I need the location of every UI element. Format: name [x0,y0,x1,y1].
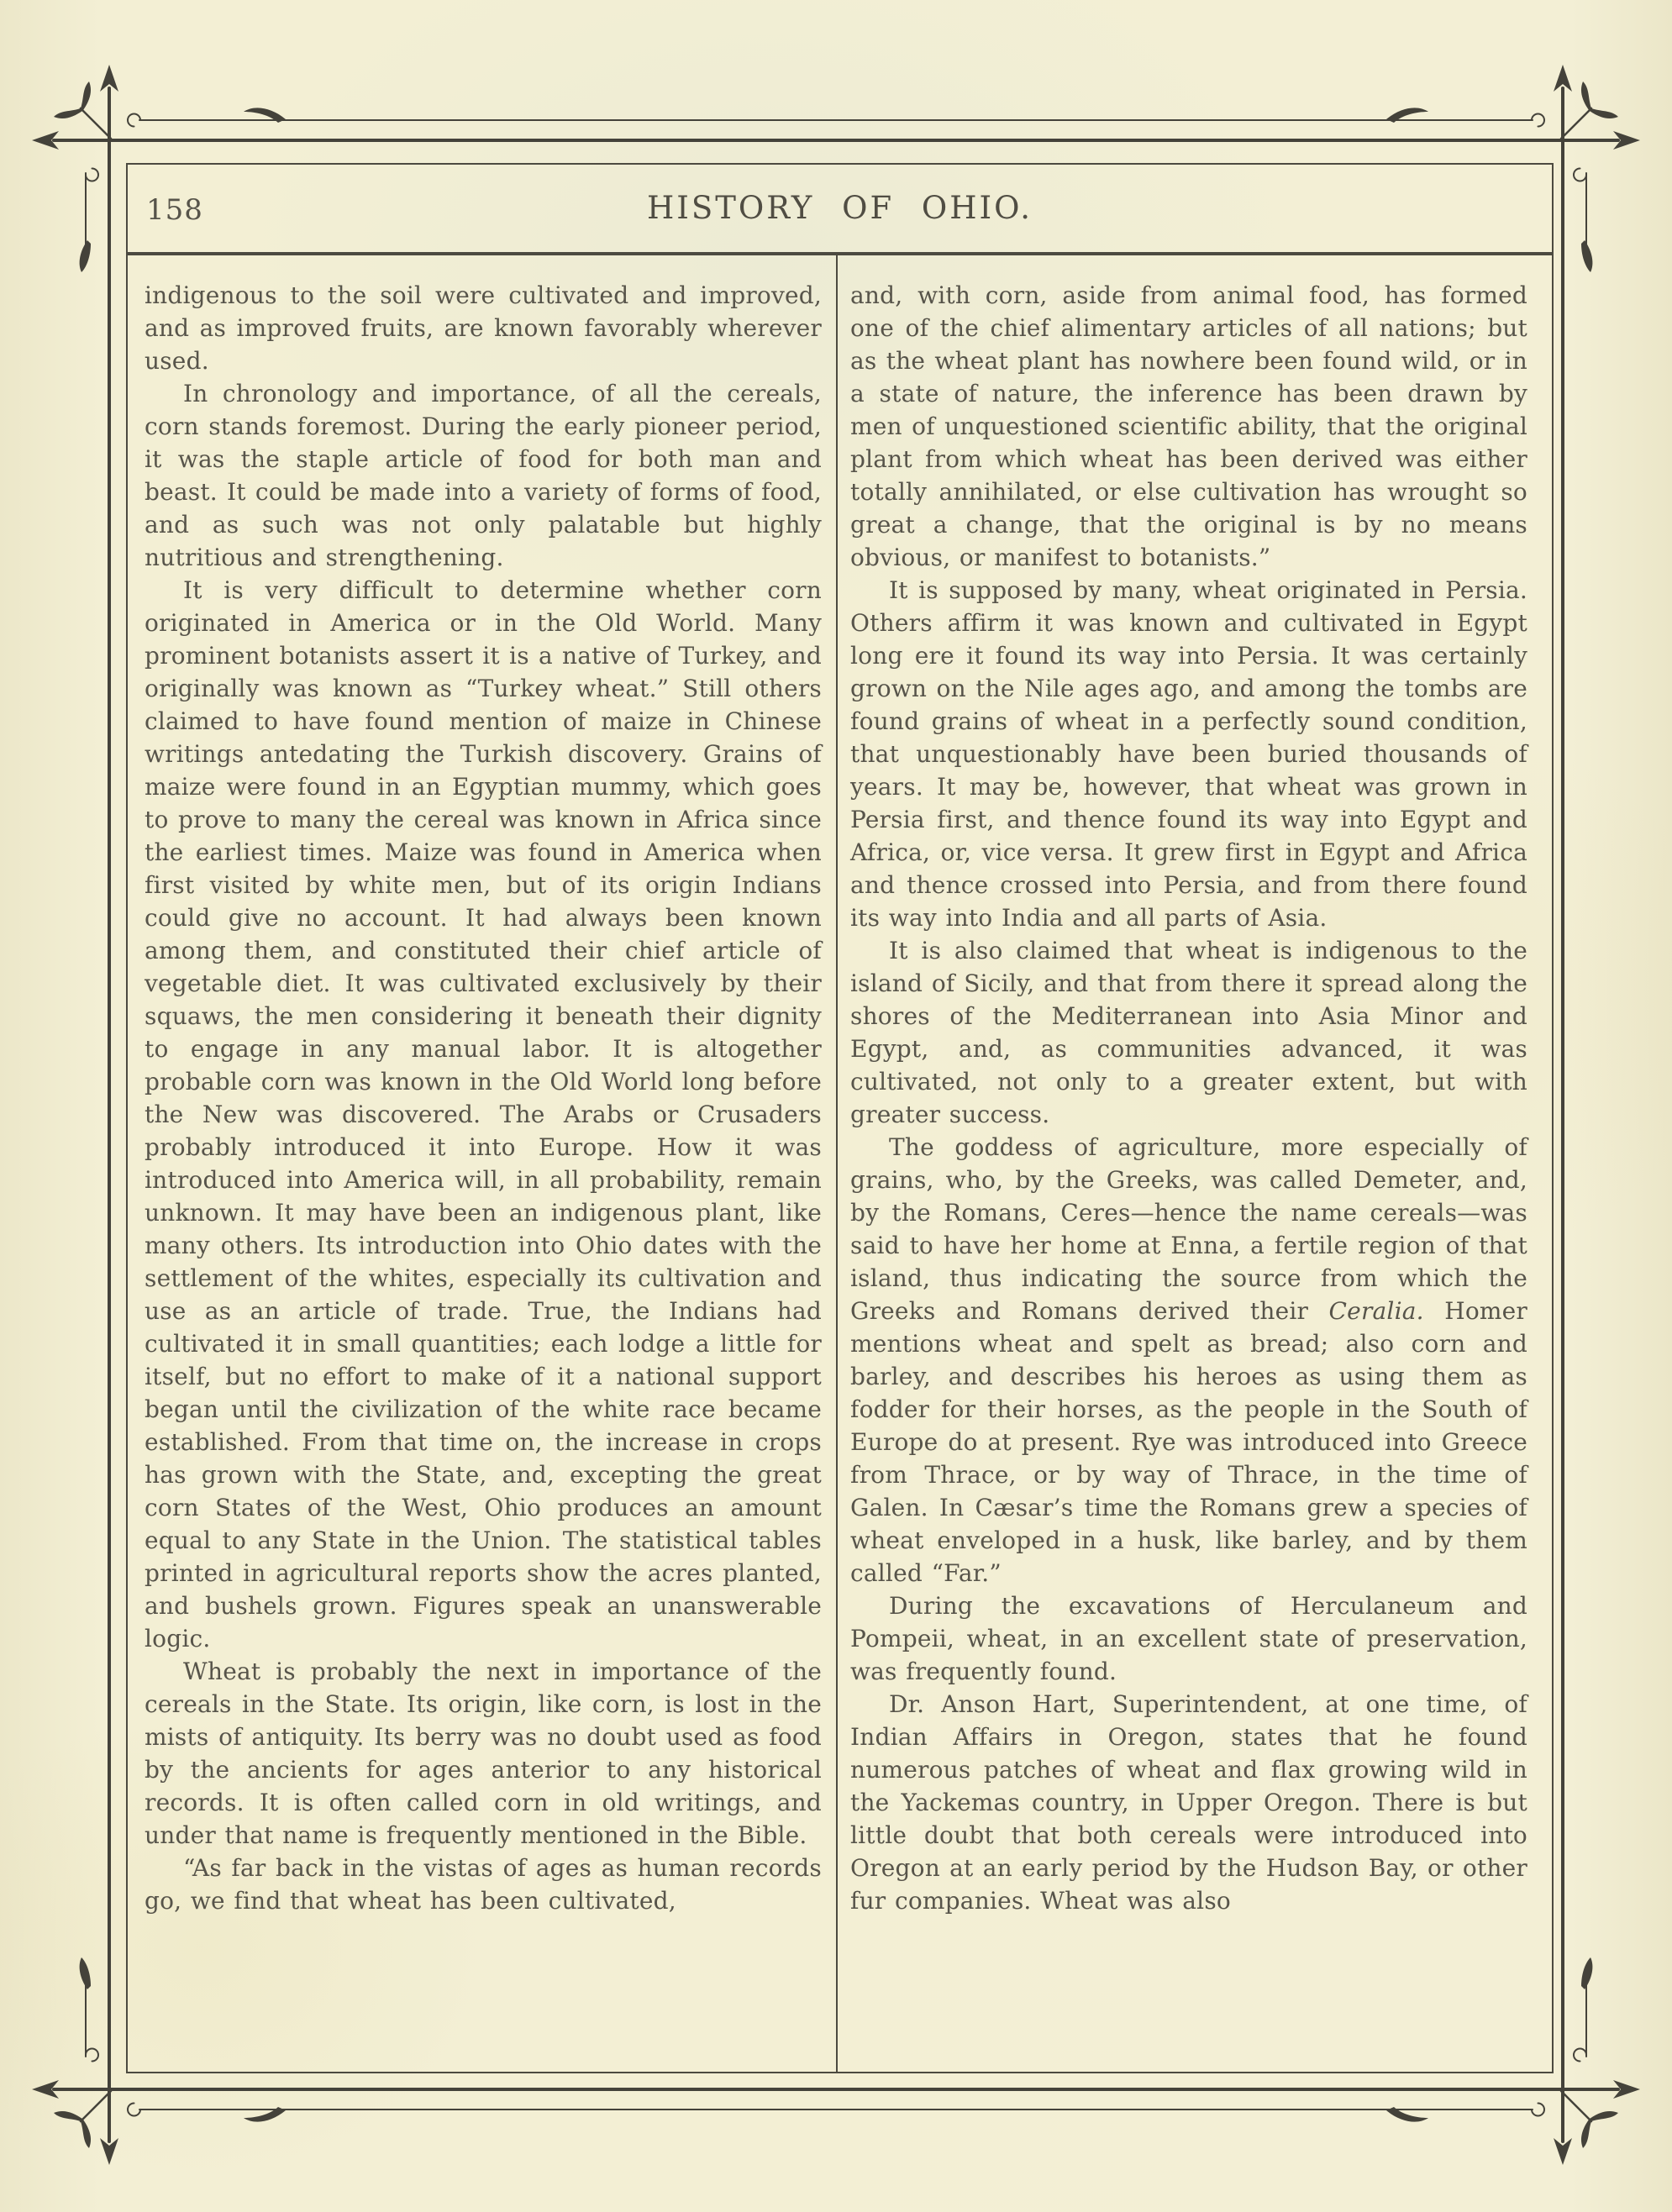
paragraph: It is also claimed that wheat is indigenous to the island of Sicily, and that from there it spread along the shores of the Mediterranean into Asia Minor and Egypt, and, as communities advanced, it was cultivated, not only to a greater extent, but with greater success. [850,937,1527,1128]
paragraph: During the excavations of Herculaneum and Pompeii, wheat, in an excellent state of preservation, was frequently found. [850,1592,1527,1685]
right-column [850,279,1527,1917]
paragraph: It is very difficult to determine whether corn originated in America or in the Old World. Many prominent botanists assert it is a native of Turkey, and originally was known as “Turkey wheat.” Still others claimed to have found mention of maize in Chinese writings antedating the Turkish discovery. Grains of maize were found in an Egyptian mummy, which goes to prove to many the cereal was known in Africa since the earliest times. Maize was found in America when first visited by white men, but of its origin Indians could give no account. It had always been known among them, and constituted their chief article of vegetable diet. It was cultivated exclusively by their squaws, the men considering it beneath their dignity to engage in any manual labor. It is altogether probable corn was known in the Old World long before the New was discovered. The Arabs or Crusaders probably introduced it into Europe. How it was introduced into America will, in all probability, remain unknown. It may have been an indigenous plant, like many others. Its introduction into Ohio dates with the settlement of the whites, especially its cultivation and use as an article of trade. True, the Indians had cultivated it in small quantities; each lodge a little for itself, but no effort to make of it a national support began until the civilization of the white race became established. From that time on, the increase in crops has grown with the State, and, excepting the great corn States of the West, Ohio produces an amount equal to any State in the Union. The statistical tables printed in agricultural reports show the acres planted, and bushels grown. Figures speak an unanswerable logic. [145,576,822,1652]
page-title: HISTORY OF OHIO. [646,190,1033,226]
paragraph: Wheat is probably the next in importance of the cereals in the State. Its origin, like corn, is lost in the mists of antiquity. Its berry was no doubt used as food by the ancients for ages anterior to any historical records. It is often called corn in old writings, and under that name is frequently mentioned in the Bible. [145,1658,822,1849]
ceralia-italic-word: Ceralia. [1328,1297,1424,1325]
paragraph [850,1131,1527,1589]
paragraph-text: The goddess of agriculture, more especially of grains, who, by the Greeks, was called Demeter, and, by the Romans, Ceres—hence the name cereals—was said to have her home at Enna, a fertile region of that island, thus indicating the source from which the Greeks and Romans derived their [850,1133,1527,1325]
paragraph: and, with corn, aside from animal food, has formed one of the chief alimentary articles of all nations; but as the wheat plant has nowhere been found wild, or in a state of nature, the inference has been drawn by men of unquestioned scientific ability, that the original plant from which wheat has been derived was either totally annihilated, or else cultivation has wrought so great a change, that the original is by no means obvious, or manifest to botanists.” [850,281,1527,571]
paragraph: “As far back in the vistas of ages as human records go, we find that wheat has been cultivated, [145,1854,822,1915]
header-rule [128,252,1552,255]
text-frame [126,163,1554,2073]
paragraph-text: Homer mentions wheat and spelt as bread; also corn and barley, and describes his heroes as using them as fodder for their horses, as the people in the South of Europe do at present. Rye was introduced into Greece from Thrace, or by way of Thrace, in the time of Galen. In Cæsar’s time the Romans grew a species of wheat enveloped in a husk, like barley, and by them called “Far.” [850,1297,1527,1587]
column-divider [836,255,838,2072]
page-number: 158 [146,193,203,227]
paragraph: indigenous to the soil were cultivated and improved, and as improved fruits, are known favorably wherever used. [145,281,822,375]
paragraph: In chronology and importance, of all the cereals, corn stands foremost. During the early pioneer period, it was the staple article of food for both man and beast. It could be made into a variety of forms of food, and as such was not only palatable but highly nutritious and strengthening. [145,380,822,571]
paragraph: It is supposed by many, wheat originated in Persia. Others affirm it was known and cultivated in Egypt long ere it found its way into Persia. It was certainly grown on the Nile ages ago, and among the tombs are found grains of wheat in a perfectly sound condition, that unquestionably have been buried thousands of years. It may be, however, that wheat was grown in Persia first, and thence found its way into Egypt and Africa, or, vice versa. It grew first in Egypt and Africa and thence crossed into Persia, and from there found its way into India and all parts of Asia. [850,576,1527,932]
left-column [145,279,822,1917]
paragraph: Dr. Anson Hart, Superintendent, at one time, of Indian Affairs in Oregon, states that he found numerous patches of wheat and flax growing wild in the Yackemas country, in Upper Oregon. There is but little doubt that both cereals were introduced into Oregon at an early period by the Hudson Bay, or other fur companies. Wheat was also [850,1690,1527,1915]
